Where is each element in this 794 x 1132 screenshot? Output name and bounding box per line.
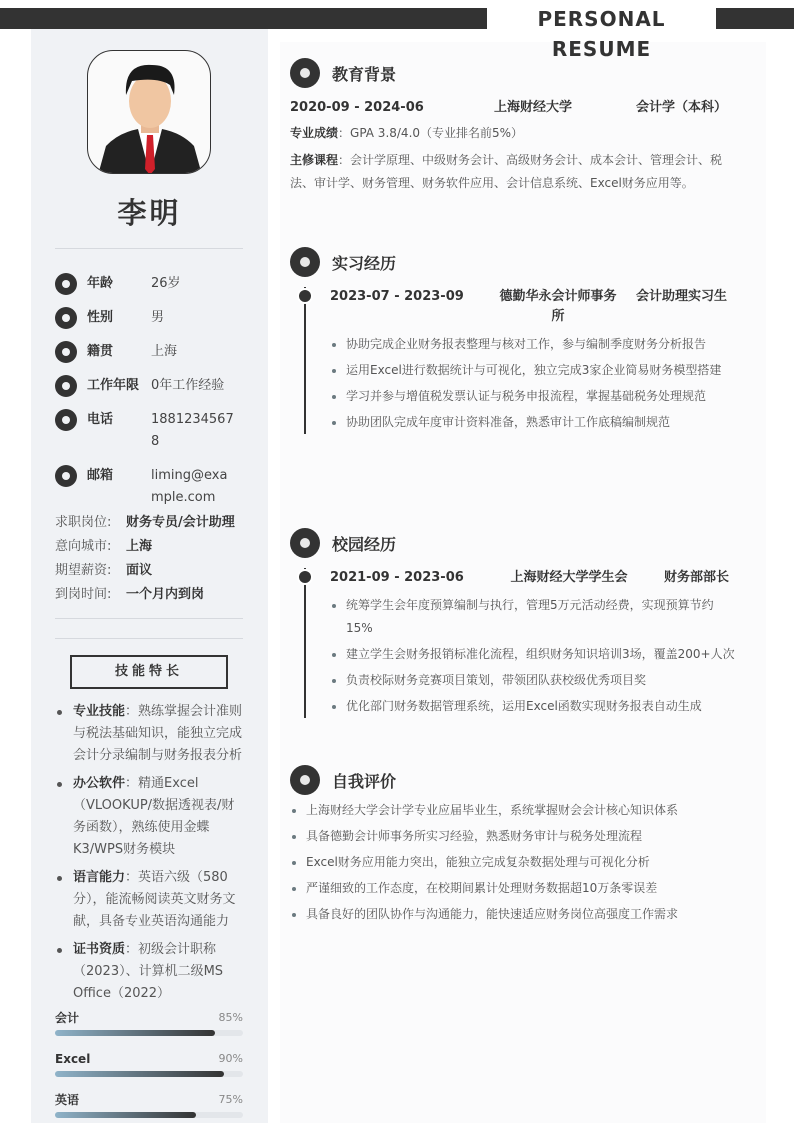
job-org: 德勤华永会计师事务所 — [499, 289, 617, 324]
skill-label: 证书资质 — [73, 942, 126, 957]
intent-value: 上海 — [126, 539, 153, 554]
self-item: 具备良好的团队协作与沟通能力，能快速适应财务岗位高强度工作需求 — [290, 903, 740, 926]
info-value: 26岁 — [151, 276, 181, 291]
self-item: 严谨细致的工作态度，在校期间累计处理财务数据超10万条零误差 — [290, 877, 740, 900]
bar-name: Excel — [55, 1052, 91, 1066]
intent-value: 一个月内到岗 — [126, 587, 205, 602]
skills-title: 技能特长 — [70, 655, 228, 689]
skill-bar — [55, 1009, 243, 1036]
intent-value: 面议 — [126, 563, 153, 578]
person-name: 李明 — [117, 196, 182, 230]
intent-label: 意向城市: — [55, 539, 112, 554]
phone-icon — [55, 409, 77, 431]
self-item: 具备德勤会计师事务所实习经验，熟悉财务审计与税务处理流程 — [290, 825, 740, 848]
edu-period: 2020-09 - 2024-06 — [290, 100, 424, 115]
intent-row — [55, 583, 235, 607]
section-icon — [290, 247, 320, 277]
bar-name: 会计 — [55, 1011, 80, 1025]
edu-courses — [290, 149, 740, 195]
internship-section — [290, 247, 740, 437]
section-icon — [290, 528, 320, 558]
divider — [55, 248, 243, 249]
gpa-value: ：GPA 3.8/4.0（专业排名前5%） — [338, 126, 524, 140]
edu-major: 会计学（本科） — [636, 100, 728, 115]
email-icon — [55, 465, 77, 487]
intent-row — [55, 511, 235, 535]
campus-section — [290, 528, 740, 721]
gender-icon — [55, 307, 77, 329]
skill-item — [55, 773, 245, 861]
info-label: 籍贯 — [87, 344, 114, 359]
info-label: 工作年限 — [87, 378, 140, 393]
bar-fill — [55, 1071, 224, 1077]
edu-gpa — [290, 122, 740, 145]
skill-label: 专业技能 — [73, 704, 126, 719]
avatar — [87, 50, 211, 174]
self-item: Excel财务应用能力突出，能独立完成复杂数据处理与可视化分析 — [290, 851, 740, 874]
timeline — [304, 568, 740, 718]
info-value: 男 — [151, 310, 165, 325]
intent-row — [55, 559, 235, 583]
section-title: 实习经历 — [332, 253, 397, 273]
main-content — [280, 42, 766, 1123]
bar-percent: 75% — [218, 1093, 243, 1106]
skill-item — [55, 701, 245, 767]
skill-text: ：精通Excel（VLOOKUP/数据透视表/财务函数），熟练使用金蝶K3/WPS财务模块 — [73, 776, 235, 857]
job-intent — [55, 511, 235, 607]
info-email — [55, 465, 255, 509]
campus-org: 上海财经大学学生会 — [510, 570, 628, 585]
self-item: 上海财经大学会计学专业应届毕业生，系统掌握财会会计核心知识体系 — [290, 799, 740, 822]
intent-label: 求职岗位: — [55, 515, 112, 530]
intent-value: 财务专员/会计助理 — [126, 515, 235, 530]
self-evaluation-section — [290, 765, 740, 929]
skill-bar — [55, 1091, 243, 1118]
job-duty: 协助团队完成年度审计资料准备，熟悉审计工作底稿编制规范 — [330, 411, 740, 434]
skills-list — [55, 701, 245, 1011]
info-value: 0年工作经验 — [151, 378, 225, 393]
skill-bars — [55, 1009, 243, 1132]
campus-duty: 建立学生会财务报销标准化流程，组织财务知识培训3场，覆盖200+人次 — [330, 643, 740, 666]
page-title: PERSONAL RESUME — [487, 4, 716, 32]
info-value[interactable]: liming@example.com — [151, 468, 228, 505]
skill-text: ：英语六级（580分），能流畅阅读英文财务文献，具备专业英语沟通能力 — [73, 870, 236, 929]
intent-row — [55, 535, 235, 559]
skill-bar — [55, 1050, 243, 1077]
info-experience — [55, 375, 255, 397]
gpa-label: 专业成绩 — [290, 126, 339, 140]
divider — [55, 618, 243, 619]
info-label: 性别 — [87, 310, 114, 325]
age-icon — [55, 273, 77, 295]
skill-text: ：熟练掌握会计准则与税法基础知识，能独立完成会计分录编制与财务报表分析 — [73, 704, 243, 763]
info-gender — [55, 307, 255, 329]
bar-fill — [55, 1112, 196, 1118]
job-period: 2023-07 - 2023-09 — [330, 289, 464, 304]
divider — [55, 638, 243, 639]
skill-label: 办公软件 — [73, 776, 126, 791]
timeline — [304, 287, 740, 434]
bar-percent: 90% — [218, 1052, 243, 1065]
bar-fill — [55, 1030, 215, 1036]
section-title: 自我评价 — [332, 771, 397, 791]
job-duty: 运用Excel进行数据统计与可视化，独立完成3家企业简易财务模型搭建 — [330, 359, 740, 382]
intent-label: 期望薪资: — [55, 563, 112, 578]
experience-icon — [55, 375, 77, 397]
edu-school: 上海财经大学 — [494, 100, 573, 115]
courses-label: 主修课程 — [290, 153, 339, 167]
section-icon — [290, 765, 320, 795]
campus-period: 2021-09 - 2023-06 — [330, 570, 464, 585]
job-duty: 学习并参与增值税发票认证与税务申报流程，掌握基础税务处理规范 — [330, 385, 740, 408]
section-title: 教育背景 — [332, 64, 397, 84]
section-icon — [290, 58, 320, 88]
job-duty: 协助完成企业财务报表整理与核对工作，参与编制季度财务分析报告 — [330, 333, 740, 356]
personal-info — [55, 273, 255, 521]
info-hometown — [55, 341, 255, 363]
education-section — [290, 58, 740, 195]
info-label: 年龄 — [87, 276, 114, 291]
info-label: 电话 — [87, 412, 114, 427]
info-age — [55, 273, 255, 295]
info-phone — [55, 409, 255, 453]
hometown-icon — [55, 341, 77, 363]
campus-role: 财务部部长 — [664, 570, 730, 585]
campus-duty: 优化部门财务数据管理系统，运用Excel函数实现财务报表自动生成 — [330, 695, 740, 718]
skill-item — [55, 939, 245, 1005]
intent-label: 到岗时间: — [55, 587, 112, 602]
section-title: 校园经历 — [332, 534, 397, 554]
campus-duty: 统筹学生会年度预算编制与执行，管理5万元活动经费，实现预算节约15% — [330, 594, 740, 640]
job-role: 会计助理实习生 — [636, 289, 728, 304]
courses-value: ：会计学原理、中级财务会计、高级财务会计、成本会计、管理会计、税法、审计学、财务管理、财务软件应用、会计信息系统、Excel财务应用等。 — [290, 153, 723, 190]
info-value: 18812345678 — [151, 412, 234, 449]
campus-duty: 负责校际财务竞赛项目策划，带领团队获校级优秀项目奖 — [330, 669, 740, 692]
info-label: 邮箱 — [87, 468, 114, 483]
sidebar — [31, 29, 268, 1123]
skill-text: ：初级会计职称（2023）、计算机二级MS Office（2022） — [73, 942, 224, 1001]
bar-name: 英语 — [55, 1093, 80, 1107]
info-value: 上海 — [151, 344, 178, 359]
skill-label: 语言能力 — [73, 870, 126, 885]
bar-percent: 85% — [218, 1011, 243, 1024]
skill-item — [55, 867, 245, 933]
